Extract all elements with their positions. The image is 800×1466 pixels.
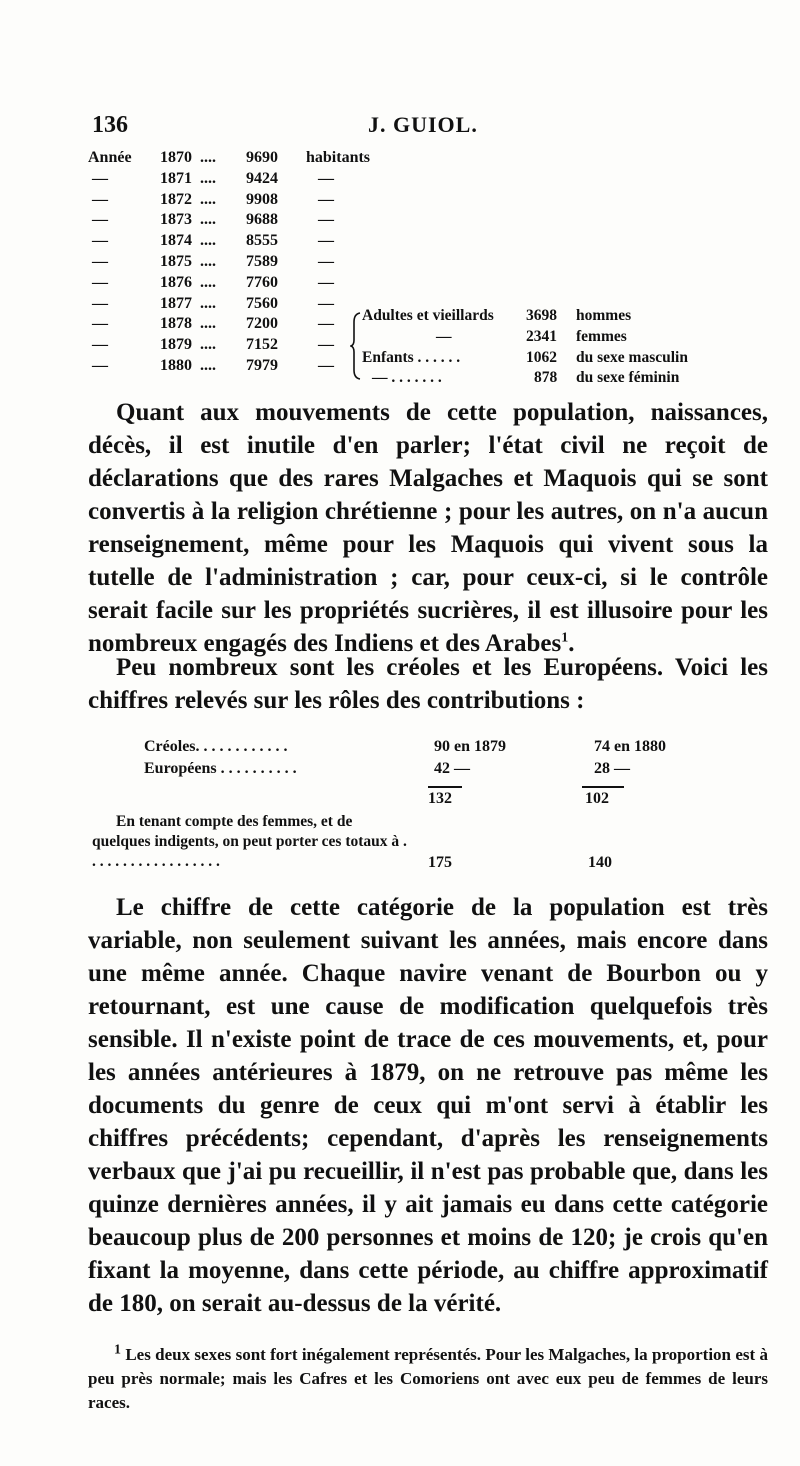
table-row: — 1873 .... 9688 — [92,211,334,229]
page-number: 136 [92,112,128,138]
footnote-marker: 1 [114,1342,121,1358]
total-1880: 140 [588,854,612,871]
table-row: — 1871 .... 9424 — [92,169,334,187]
table-row: Créoles. . . . . . . . . . . . 90 en 1879 74 en 1880 [144,738,666,755]
totals-note: En tenant compte des femmes, et de quelques indigents, on peut porter ces totaux à . . . . . . . . . . . . . . . . . . [92,813,407,870]
list-item: Enfants . . . . . . 1062 du sexe masculin [362,348,688,366]
table-row: — 1878 .... 7200 — [92,315,334,333]
running-title: J. GUIOL. [368,112,478,137]
list-item: — 2341 femmes [436,327,627,345]
table-row: — 1879 .... 7152 — [92,336,334,354]
table-row: — 1875 .... 7589 — [92,252,334,270]
population-composition [362,306,688,389]
table-row: — 1877 .... 7560 — [92,294,334,312]
total-1879: 175 [428,854,452,871]
sum-rule-1880 [582,786,624,788]
contributions-table [144,736,666,780]
body-paragraph-1: Quant aux mouvements de cette population, naissances, décès, il est inutile d'en parler; l'état civil ne reçoit de déclarations que des rares Malgaches et Maquois qui se sont convertis à la religion chrétienne ; pour les autres, on n'a aucun renseignement, même pour les Maquois qui vivent sous la tutelle de l'administration ; car, pour ceux-ci, si le contrôle serait facile sur les propriétés sucrières, il est illusoire pour les nombreux engagés des Indiens et des Arabes$^1$. [88,399,768,657]
footnote-ref: 1 [561,630,569,646]
body-paragraph-3: Le chiffre de cette catégorie de la population est très variable, non seulement suivant les années, mais encore dans une même année. Chaque navire venant de Bourbon ou y retournant, est une cause de modification quelquefois très sensible. Il n'existe point de trace de ces mouvements, et, pour les années antérieures à 1879, on ne retrouve pas même les documents du genre de ceux qui m'ont servi à établir les chiffres précédents; cependant, d'après les renseignements verbaux que j'ai pu recueillir, il n'est pas probable que, dans les quinze dernières années, il y ait jamais eu dans cette catégorie beaucoup plus de 200 personnes et moins de 120; je crois qu'en fixant la moyenne, dans cette période, au chiffre approximatif de 180, on serait au-dessus de la vérité. [88,894,768,1317]
footnote: $^1$ Les deux sexes sont fort inégalement représentés. Pour les Malgaches, la proportion est à peu près normale; mais les Cafres et les Comoriens ont avec eux peu de femmes de leurs races. [88,1342,768,1412]
grouping-brace [350,312,362,380]
list-item: Adultes et vieillards 3698 hommes [362,307,632,324]
table-row: — 1880 .... 7979 — [92,356,334,374]
population-by-year-table [88,148,370,377]
table-row: Européens . . . . . . . . . . 42 — 28 — [144,760,630,777]
table-row: — 1872 .... 9908 — [92,190,334,208]
table-row: — 1876 .... 7760 — [92,273,334,291]
subtotal-1879: 132 [428,790,452,807]
sum-rule-1879 [428,786,462,788]
subtotal-1880: 102 [585,790,609,807]
table-row: — 1874 .... 8555 — [92,232,334,250]
list-item: — . . . . . . . 878 du sexe féminin [372,369,680,387]
body-paragraph-2: Peu nombreux sont les créoles et les Européens. Voici les chiffres relevés sur les rôles des contributions : [88,654,768,714]
table-row: Année 1870 .... 9690 habitants [88,149,371,166]
